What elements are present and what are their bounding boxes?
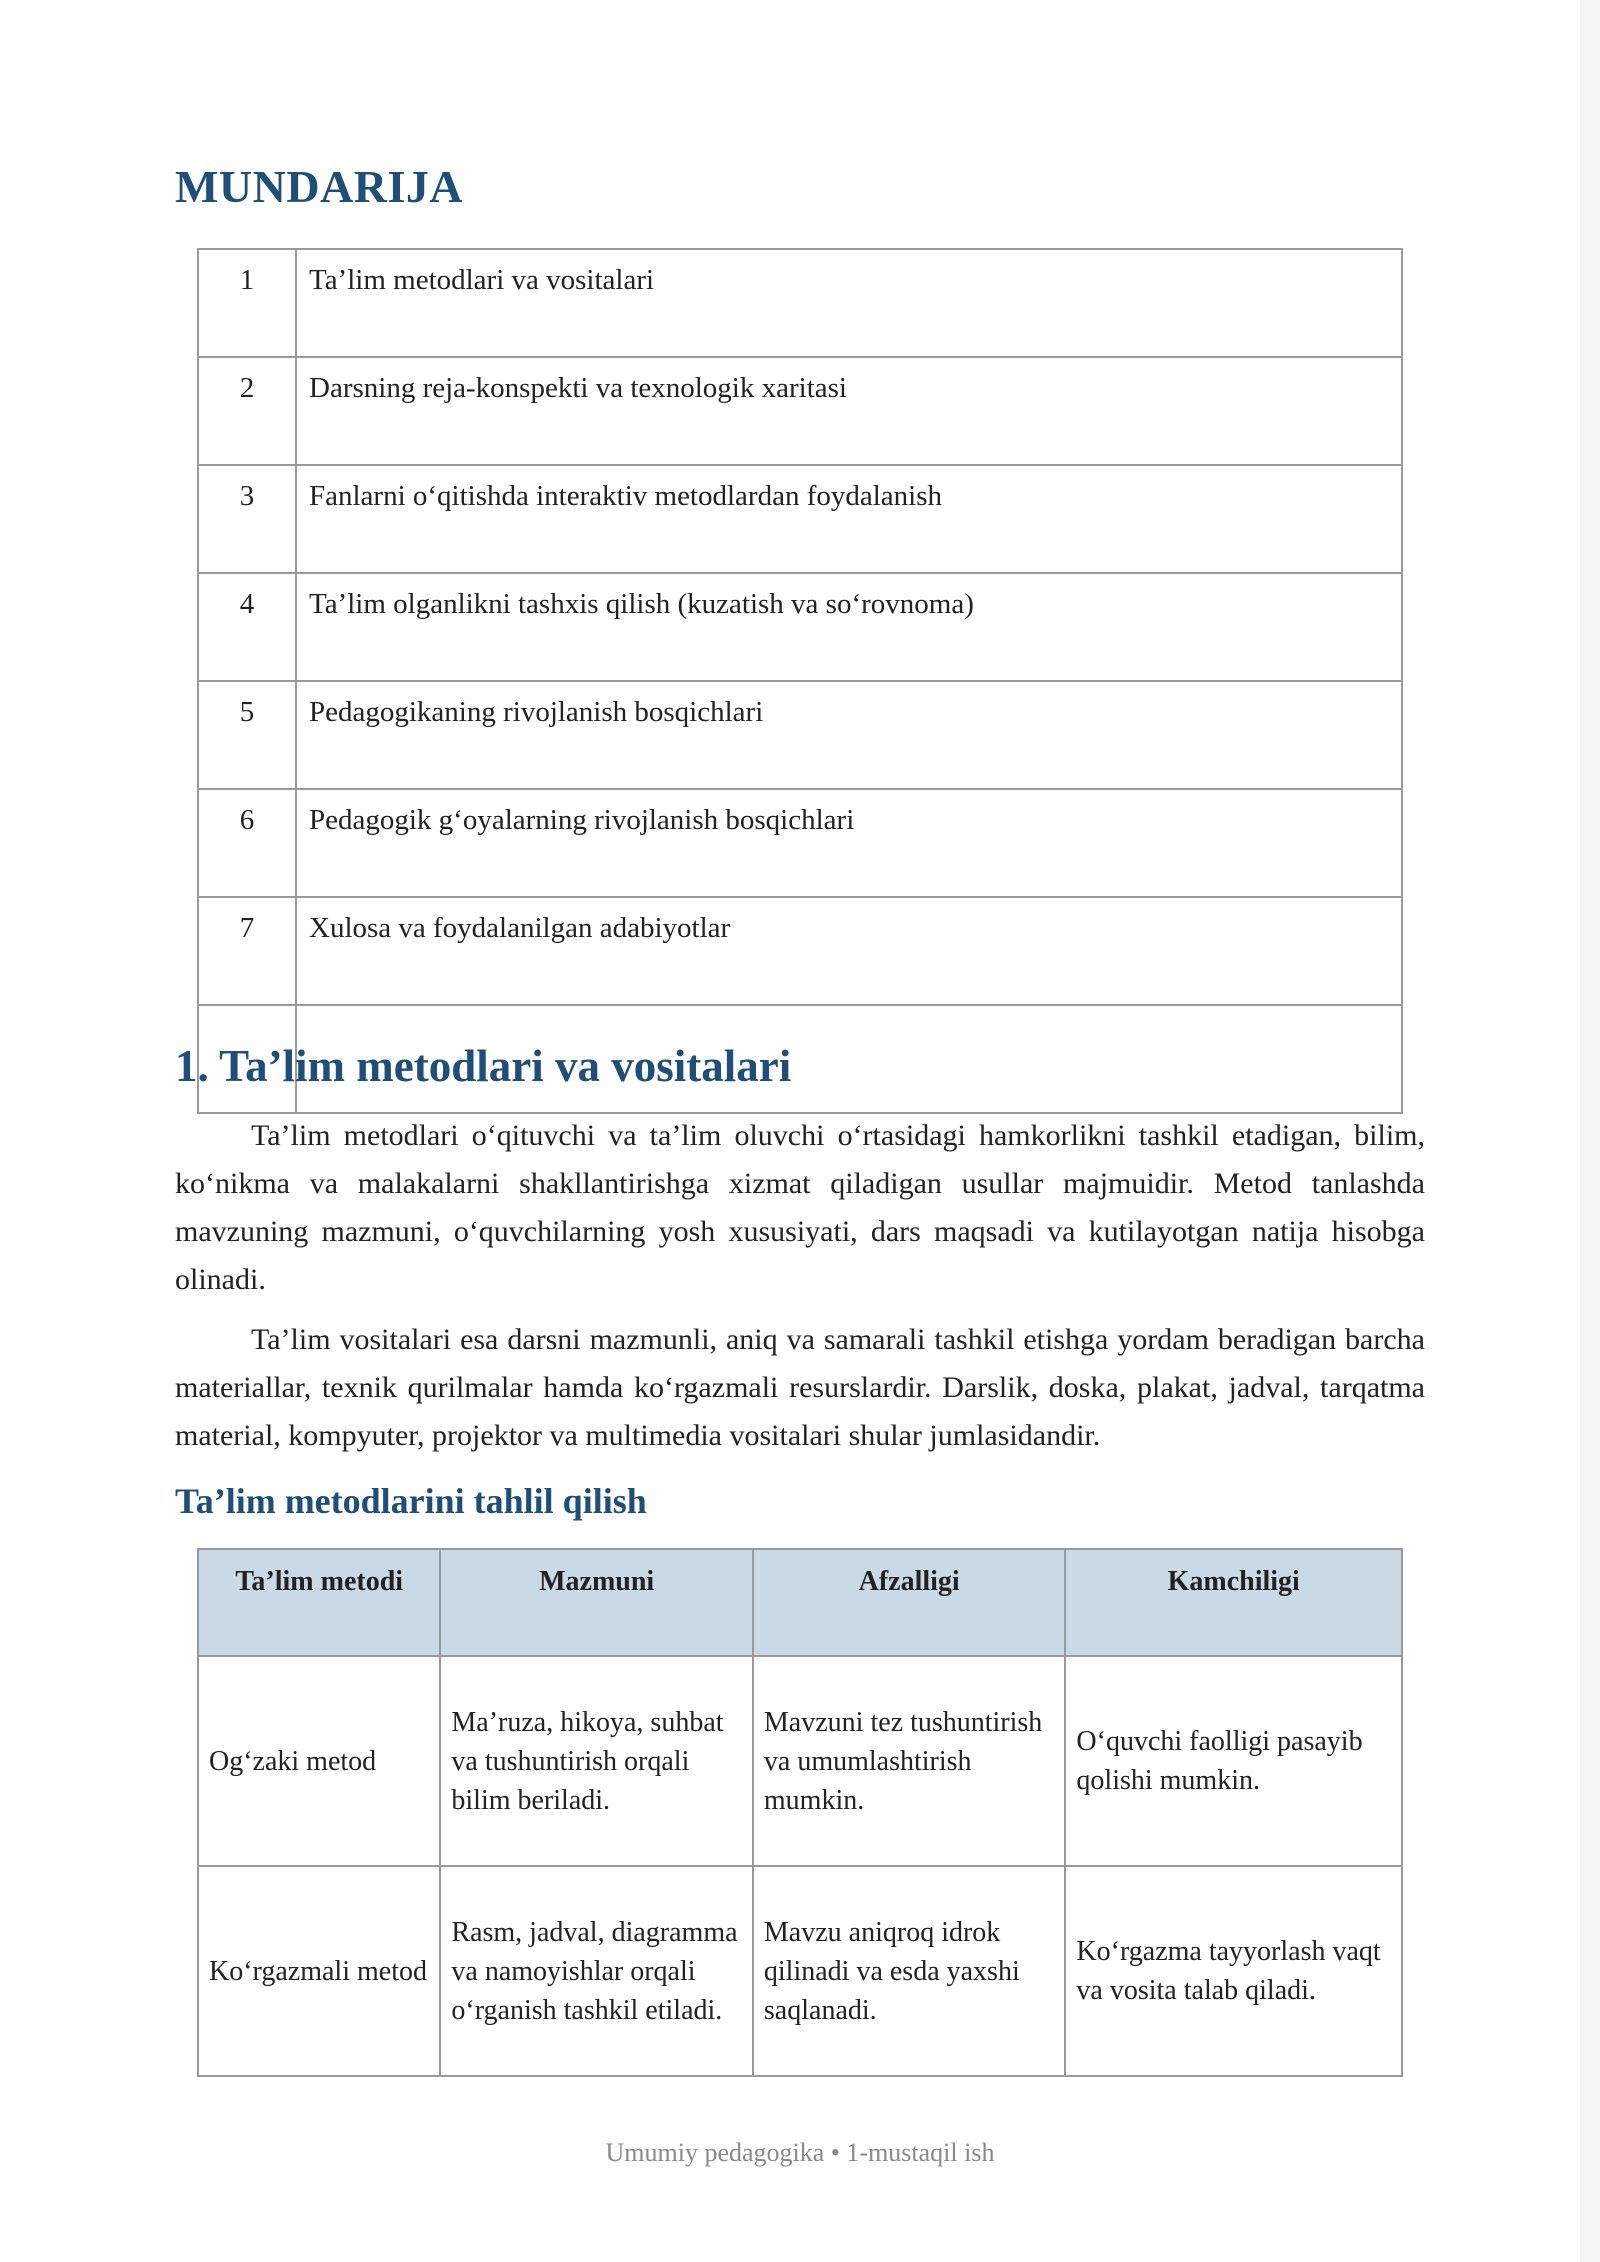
- page-footer: Umumiy pedagogika • 1-mustaqil ish: [605, 2138, 995, 2167]
- toc-item-label: Xulosa va foydalanilgan adabiyotlar: [296, 897, 1402, 1005]
- column-header: Kamchiligi: [1065, 1549, 1402, 1656]
- toc-item-number: 5: [198, 681, 296, 789]
- toc-item-label: Fanlarni o‘qitishda interaktiv metodlardan foydalanish: [296, 465, 1402, 573]
- table-cell: Ma’ruza, hikoya, suhbat va tushuntirish orqali bilim beriladi.: [440, 1656, 753, 1866]
- toc-table: [197, 248, 1403, 1114]
- body-paragraph: Ta’lim vositalari esa darsni mazmunli, aniq va samarali tashkil etishga yordam beradigan barcha materiallar, texnik qurilmalar hamda ko‘rgazmali resurslardir. Darslik, doska, plakat, jadval, tarqatma material, kompyuter, projektor va multimedia vositalari shular jumlasidandir.: [175, 1323, 1425, 1452]
- toc-row: [198, 789, 1402, 897]
- subsection-heading: Ta’lim metodlarini tahlil qilish: [175, 1481, 647, 1521]
- toc-item-number: 6: [198, 789, 296, 897]
- toc-item-label: Pedagogik g‘oyalarning rivojlanish bosqichlari: [296, 789, 1402, 897]
- table-row: [198, 1866, 1402, 2076]
- table-cell: Mavzuni tez tushuntirish va umumlashtirish mumkin.: [753, 1656, 1066, 1866]
- methods-table: [197, 1548, 1403, 2077]
- table-cell: Rasm, jadval, diagramma va namoyishlar orqali o‘rganish tashkil etiladi.: [440, 1866, 753, 2076]
- table-cell: Og‘zaki metod: [198, 1656, 440, 1866]
- table-row: [198, 1656, 1402, 1866]
- toc-item-number: 7: [198, 897, 296, 1005]
- toc-item-label: Ta’lim metodlari va vositalari: [296, 249, 1402, 357]
- toc-row: [198, 249, 1402, 357]
- toc-item-label: Darsning reja-konspekti va texnologik xaritasi: [296, 357, 1402, 465]
- toc-row: [198, 897, 1402, 1005]
- toc-item-number: 3: [198, 465, 296, 573]
- column-header: Afzalligi: [753, 1549, 1066, 1656]
- toc-item-number: 2: [198, 357, 296, 465]
- toc-row: [198, 465, 1402, 573]
- table-cell: O‘quvchi faolligi pasayib qolishi mumkin.: [1065, 1656, 1402, 1866]
- toc-row: [198, 681, 1402, 789]
- column-header: Mazmuni: [440, 1549, 753, 1656]
- toc-row: [198, 357, 1402, 465]
- table-cell: Mavzu aniqroq idrok qilinadi va esda yaxshi saqlanadi.: [753, 1866, 1066, 2076]
- toc-item-number: 4: [198, 573, 296, 681]
- toc-item-number: 1: [198, 249, 296, 357]
- toc-title: MUNDARIJA: [175, 161, 464, 212]
- column-header: Ta’lim metodi: [198, 1549, 440, 1656]
- table-cell: Ko‘rgazmali metod: [198, 1866, 440, 2076]
- table-cell: Ko‘rgazma tayyorlash vaqt va vosita talab qiladi.: [1065, 1866, 1402, 2076]
- toc-row: [198, 573, 1402, 681]
- toc-item-label: Pedagogikaning rivojlanish bosqichlari: [296, 681, 1402, 789]
- body-paragraph: Ta’lim metodlari o‘qituvchi va ta’lim oluvchi o‘rtasidagi hamkorlikni tashkil etadigan, bilim, ko‘nikma va malakalarni shakllantirishga xizmat qiladigan usullar majmuidir. Metod tanlashda mavzuning mazmuni, o‘quvchilarning yosh xususiyati, dars maqsadi va kutilayotgan natija hisobga olinadi.: [175, 1119, 1425, 1296]
- table-header-row: [198, 1549, 1402, 1656]
- section-heading: 1. Ta’lim metodlari va vositalari: [175, 1041, 792, 1091]
- toc-item-label: Ta’lim olganlikni tashxis qilish (kuzatish va so‘rovnoma): [296, 573, 1402, 681]
